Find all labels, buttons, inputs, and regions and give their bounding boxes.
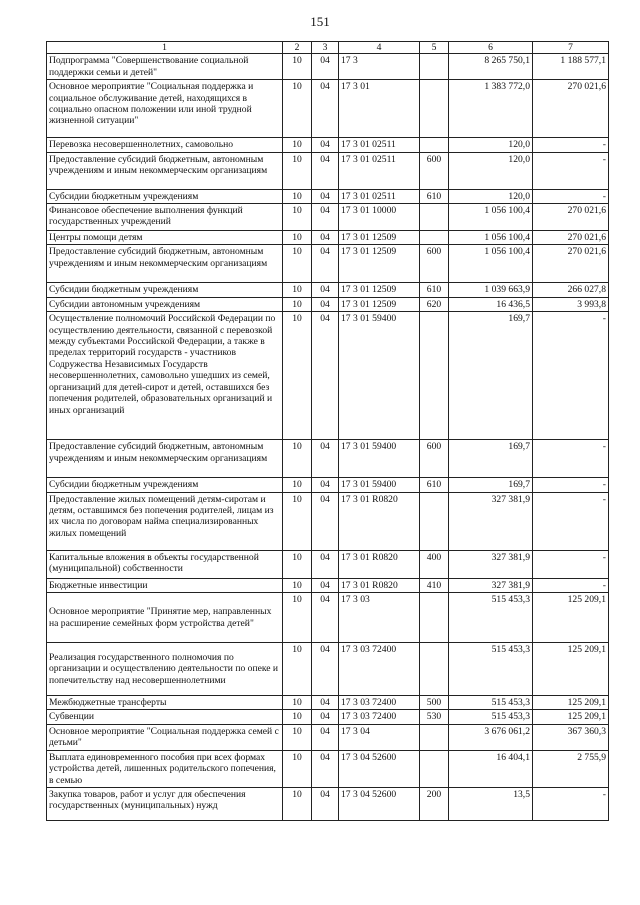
row-sum-2: 270 021,6 bbox=[533, 80, 609, 138]
column-header: 4 bbox=[339, 42, 420, 54]
table-row bbox=[47, 750, 609, 787]
row-name: Межбюджетные трансферты bbox=[47, 696, 283, 710]
row-subsection: 04 bbox=[312, 204, 339, 231]
row-name: Финансовое обеспечение выполнения функций государственных учреждений bbox=[47, 204, 283, 231]
row-target-code: 17 3 01 12509 bbox=[339, 297, 420, 311]
row-target-code: 17 3 01 59400 bbox=[339, 312, 420, 440]
row-sum-1: 16 436,5 bbox=[449, 297, 533, 311]
row-subsection: 04 bbox=[312, 283, 339, 297]
table-row bbox=[47, 550, 609, 578]
row-expense-type: 610 bbox=[420, 478, 449, 492]
row-subsection: 04 bbox=[312, 696, 339, 710]
table-row bbox=[47, 643, 609, 696]
row-subsection: 04 bbox=[312, 593, 339, 643]
row-subsection: 04 bbox=[312, 750, 339, 787]
row-target-code: 17 3 01 10000 bbox=[339, 204, 420, 231]
page-number: 151 bbox=[310, 14, 330, 29]
row-sum-1: 169,7 bbox=[449, 440, 533, 478]
row-subsection: 04 bbox=[312, 312, 339, 440]
row-target-code: 17 3 03 72400 bbox=[339, 696, 420, 710]
row-name: Субсидии бюджетным учреждениям bbox=[47, 478, 283, 492]
row-sum-2: - bbox=[533, 550, 609, 578]
row-subsection: 04 bbox=[312, 492, 339, 550]
row-subsection: 04 bbox=[312, 440, 339, 478]
row-section: 10 bbox=[283, 578, 312, 592]
table-row bbox=[47, 440, 609, 478]
row-subsection: 04 bbox=[312, 710, 339, 724]
row-expense-type: 600 bbox=[420, 440, 449, 478]
row-section: 10 bbox=[283, 204, 312, 231]
row-expense-type bbox=[420, 724, 449, 750]
table-row bbox=[47, 492, 609, 550]
row-sum-2: - bbox=[533, 138, 609, 152]
row-target-code: 17 3 04 52600 bbox=[339, 787, 420, 820]
row-expense-type bbox=[420, 492, 449, 550]
row-section: 10 bbox=[283, 138, 312, 152]
row-expense-type bbox=[420, 593, 449, 643]
table-row bbox=[47, 297, 609, 311]
row-target-code: 17 3 01 02511 bbox=[339, 189, 420, 203]
row-name: Субсидии бюджетным учреждениям bbox=[47, 189, 283, 203]
row-expense-type: 610 bbox=[420, 283, 449, 297]
row-target-code: 17 3 01 R0820 bbox=[339, 492, 420, 550]
row-expense-type bbox=[420, 231, 449, 245]
table-row bbox=[47, 578, 609, 592]
row-expense-type bbox=[420, 54, 449, 80]
row-sum-2: - bbox=[533, 787, 609, 820]
row-expense-type: 400 bbox=[420, 550, 449, 578]
row-sum-1: 515 453,3 bbox=[449, 643, 533, 696]
row-expense-type: 600 bbox=[420, 152, 449, 189]
row-target-code: 17 3 01 59400 bbox=[339, 478, 420, 492]
row-subsection: 04 bbox=[312, 478, 339, 492]
row-name: Предоставление субсидий бюджетным, автономным учреждениям и иным некоммерческим организациям bbox=[47, 245, 283, 283]
column-header: 1 bbox=[47, 42, 283, 54]
row-sum-1: 1 056 100,4 bbox=[449, 204, 533, 231]
row-section: 10 bbox=[283, 189, 312, 203]
column-header: 7 bbox=[533, 42, 609, 54]
row-target-code: 17 3 04 bbox=[339, 724, 420, 750]
row-expense-type: 620 bbox=[420, 297, 449, 311]
row-sum-1: 327 381,9 bbox=[449, 492, 533, 550]
row-name: Предоставление жилых помещений детям-сиротам и детям, оставшимся без попечения родителей, лицам из их числа по договорам найма специализированных жилых помещений bbox=[47, 492, 283, 550]
row-target-code: 17 3 01 02511 bbox=[339, 138, 420, 152]
row-sum-2: - bbox=[533, 492, 609, 550]
column-header: 5 bbox=[420, 42, 449, 54]
row-target-code: 17 3 01 12509 bbox=[339, 231, 420, 245]
row-expense-type bbox=[420, 312, 449, 440]
row-sum-2: 367 360,3 bbox=[533, 724, 609, 750]
row-target-code: 17 3 01 59400 bbox=[339, 440, 420, 478]
row-name: Центры помощи детям bbox=[47, 231, 283, 245]
header-row bbox=[47, 42, 609, 54]
table-row bbox=[47, 245, 609, 283]
row-target-code: 17 3 03 72400 bbox=[339, 643, 420, 696]
row-section: 10 bbox=[283, 492, 312, 550]
row-name: Основное мероприятие "Социальная поддержка и социальное обслуживание детей, находящихся в социально опасном положении или иной трудной жизненной ситуации" bbox=[47, 80, 283, 138]
row-expense-type bbox=[420, 80, 449, 138]
row-section: 10 bbox=[283, 710, 312, 724]
row-sum-1: 1 056 100,4 bbox=[449, 231, 533, 245]
row-subsection: 04 bbox=[312, 189, 339, 203]
row-name: Основное мероприятие "Социальная поддержка семей с детьми" bbox=[47, 724, 283, 750]
row-expense-type bbox=[420, 138, 449, 152]
table-row bbox=[47, 724, 609, 750]
table-row bbox=[47, 204, 609, 231]
table-row bbox=[47, 152, 609, 189]
row-expense-type: 410 bbox=[420, 578, 449, 592]
row-subsection: 04 bbox=[312, 54, 339, 80]
row-target-code: 17 3 03 72400 bbox=[339, 710, 420, 724]
row-expense-type: 530 bbox=[420, 710, 449, 724]
row-sum-2: - bbox=[533, 152, 609, 189]
table-row bbox=[47, 710, 609, 724]
row-section: 10 bbox=[283, 550, 312, 578]
row-sum-2: 125 209,1 bbox=[533, 696, 609, 710]
row-target-code: 17 3 01 R0820 bbox=[339, 550, 420, 578]
row-name: Предоставление субсидий бюджетным, автономным учреждениям и иным некоммерческим организациям bbox=[47, 152, 283, 189]
table-row bbox=[47, 283, 609, 297]
row-name: Субсидии бюджетным учреждениям bbox=[47, 283, 283, 297]
row-subsection: 04 bbox=[312, 578, 339, 592]
row-expense-type: 600 bbox=[420, 245, 449, 283]
row-sum-2: - bbox=[533, 189, 609, 203]
row-section: 10 bbox=[283, 231, 312, 245]
row-sum-2: 125 209,1 bbox=[533, 643, 609, 696]
row-name: Осуществление полномочий Российской Федерации по осуществлению деятельности, связанной с перевозкой между субъектами Российской Федерации, а также в пределах территорий государств - участников Содружества Независимых Государств несовершеннолетних, самовольно ушедших из семей, организаций для детей-сирот и детей, оставшихся без попечения родителей, образовательных организаций и иных организаций bbox=[47, 312, 283, 440]
row-sum-1: 515 453,3 bbox=[449, 696, 533, 710]
row-name: Субсидии автономным учреждениям bbox=[47, 297, 283, 311]
table-row bbox=[47, 787, 609, 820]
table-row bbox=[47, 80, 609, 138]
row-subsection: 04 bbox=[312, 550, 339, 578]
row-section: 10 bbox=[283, 440, 312, 478]
row-subsection: 04 bbox=[312, 724, 339, 750]
row-name: Предоставление субсидий бюджетным, автономным учреждениям и иным некоммерческим организациям bbox=[47, 440, 283, 478]
table-row bbox=[47, 312, 609, 440]
row-expense-type bbox=[420, 204, 449, 231]
row-sum-1: 327 381,9 bbox=[449, 578, 533, 592]
row-target-code: 17 3 01 12509 bbox=[339, 245, 420, 283]
table-row bbox=[47, 593, 609, 643]
row-sum-2: 125 209,1 bbox=[533, 593, 609, 643]
row-section: 10 bbox=[283, 80, 312, 138]
row-sum-1: 515 453,3 bbox=[449, 593, 533, 643]
row-section: 10 bbox=[283, 750, 312, 787]
row-target-code: 17 3 01 R0820 bbox=[339, 578, 420, 592]
row-sum-2: 125 209,1 bbox=[533, 710, 609, 724]
row-sum-2: 270 021,6 bbox=[533, 245, 609, 283]
row-expense-type: 200 bbox=[420, 787, 449, 820]
row-section: 10 bbox=[283, 696, 312, 710]
row-target-code: 17 3 01 bbox=[339, 80, 420, 138]
row-target-code: 17 3 01 12509 bbox=[339, 283, 420, 297]
row-expense-type: 610 bbox=[420, 189, 449, 203]
row-subsection: 04 bbox=[312, 245, 339, 283]
row-section: 10 bbox=[283, 245, 312, 283]
row-name: Подпрограмма "Совершенствование социальной поддержки семьи и детей" bbox=[47, 54, 283, 80]
row-subsection: 04 bbox=[312, 787, 339, 820]
row-target-code: 17 3 01 02511 bbox=[339, 152, 420, 189]
row-name: Основное мероприятие "Принятие мер, направленных на расширение семейных форм устройства детей" bbox=[47, 593, 283, 643]
row-section: 10 bbox=[283, 152, 312, 189]
table-row bbox=[47, 138, 609, 152]
row-sum-1: 16 404,1 bbox=[449, 750, 533, 787]
row-section: 10 bbox=[283, 643, 312, 696]
row-name: Субвенции bbox=[47, 710, 283, 724]
row-sum-2: - bbox=[533, 312, 609, 440]
row-sum-1: 1 056 100,4 bbox=[449, 245, 533, 283]
row-sum-1: 1 039 663,9 bbox=[449, 283, 533, 297]
row-target-code: 17 3 bbox=[339, 54, 420, 80]
budget-table bbox=[46, 41, 609, 821]
row-sum-1: 515 453,3 bbox=[449, 710, 533, 724]
row-sum-1: 3 676 061,2 bbox=[449, 724, 533, 750]
row-expense-type: 500 bbox=[420, 696, 449, 710]
row-sum-2: 270 021,6 bbox=[533, 204, 609, 231]
row-target-code: 17 3 03 bbox=[339, 593, 420, 643]
row-subsection: 04 bbox=[312, 80, 339, 138]
row-sum-1: 169,7 bbox=[449, 312, 533, 440]
row-subsection: 04 bbox=[312, 152, 339, 189]
row-sum-2: 1 188 577,1 bbox=[533, 54, 609, 80]
column-header: 2 bbox=[283, 42, 312, 54]
row-section: 10 bbox=[283, 312, 312, 440]
row-name: Выплата единовременного пособия при всех формах устройства детей, лишенных родительского попечения, в семью bbox=[47, 750, 283, 787]
row-name: Перевозка несовершеннолетних, самовольно bbox=[47, 138, 283, 152]
row-sum-1: 327 381,9 bbox=[449, 550, 533, 578]
row-sum-1: 13,5 bbox=[449, 787, 533, 820]
column-header: 6 bbox=[449, 42, 533, 54]
table-row bbox=[47, 231, 609, 245]
row-sum-1: 169,7 bbox=[449, 478, 533, 492]
row-sum-2: 270 021,6 bbox=[533, 231, 609, 245]
table-row bbox=[47, 54, 609, 80]
row-sum-1: 8 265 750,1 bbox=[449, 54, 533, 80]
row-target-code: 17 3 04 52600 bbox=[339, 750, 420, 787]
row-sum-2: 3 993,8 bbox=[533, 297, 609, 311]
row-section: 10 bbox=[283, 593, 312, 643]
row-name: Закупка товаров, работ и услуг для обеспечения государственных (муниципальных) нужд bbox=[47, 787, 283, 820]
row-sum-1: 1 383 772,0 bbox=[449, 80, 533, 138]
row-sum-2: 2 755,9 bbox=[533, 750, 609, 787]
row-subsection: 04 bbox=[312, 643, 339, 696]
row-expense-type bbox=[420, 643, 449, 696]
row-section: 10 bbox=[283, 297, 312, 311]
table-row bbox=[47, 189, 609, 203]
row-name: Капитальные вложения в объекты государственной (муниципальной) собственности bbox=[47, 550, 283, 578]
row-subsection: 04 bbox=[312, 138, 339, 152]
row-section: 10 bbox=[283, 724, 312, 750]
row-sum-1: 120,0 bbox=[449, 152, 533, 189]
row-sum-2: - bbox=[533, 440, 609, 478]
row-sum-2: - bbox=[533, 478, 609, 492]
table-row bbox=[47, 478, 609, 492]
row-subsection: 04 bbox=[312, 231, 339, 245]
row-section: 10 bbox=[283, 54, 312, 80]
row-sum-2: 266 027,8 bbox=[533, 283, 609, 297]
row-expense-type bbox=[420, 750, 449, 787]
column-header: 3 bbox=[312, 42, 339, 54]
table-row bbox=[47, 696, 609, 710]
row-section: 10 bbox=[283, 283, 312, 297]
row-name: Бюджетные инвестиции bbox=[47, 578, 283, 592]
row-section: 10 bbox=[283, 787, 312, 820]
row-sum-1: 120,0 bbox=[449, 138, 533, 152]
row-name: Реализация государственного полномочия по организации и осуществлению деятельности по опеке и попечительству над несовершеннолетними bbox=[47, 643, 283, 696]
row-section: 10 bbox=[283, 478, 312, 492]
row-sum-1: 120,0 bbox=[449, 189, 533, 203]
row-sum-2: - bbox=[533, 578, 609, 592]
row-subsection: 04 bbox=[312, 297, 339, 311]
